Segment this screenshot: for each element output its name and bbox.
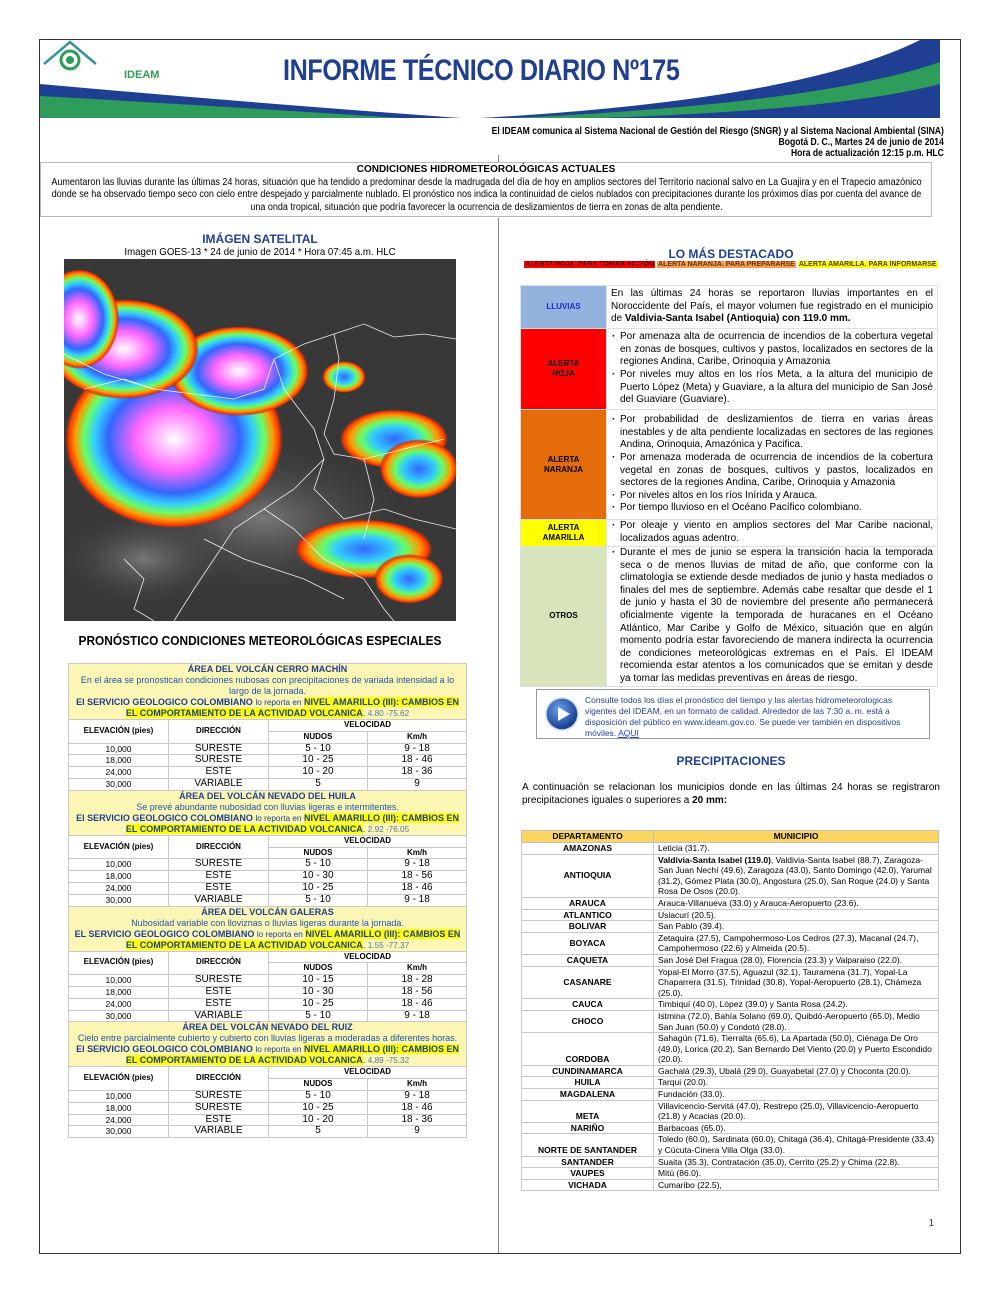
- alert-naranja-item: · Por niveles altos en los ríos Inírida y Arauca.: [611, 490, 933, 503]
- forecast-row: [69, 778, 467, 790]
- volcano-area-description: Nubosidad variable con lloviznas o lluvias ligeras durante la jornada.: [131, 917, 404, 928]
- kmh-value: 18 - 46: [368, 882, 467, 894]
- ideam-logo-icon: [40, 40, 100, 88]
- municipality-text: Villavicencio-Servitá (47.0), Restrepo (25.0), Villavicencio-Aeropuerto (21.8) y Acacias (20.0).: [658, 1100, 919, 1122]
- precipitation-title: PRECIPITACIONES: [676, 754, 786, 768]
- col-kmh: Km/h: [368, 731, 467, 743]
- knots-value: 10 - 20: [269, 767, 368, 779]
- forecast-row: [69, 1102, 467, 1114]
- knots-value: 5 - 10: [269, 859, 368, 871]
- forecast-row: [69, 986, 467, 998]
- municipality-list: [654, 909, 939, 921]
- precipitation-row: [522, 1033, 939, 1066]
- municipality-text: Fundación (33.0).: [658, 1089, 725, 1100]
- volcano-alert-level: EL SERVICIO GEOLOGICO COLOMBIANO lo reporta en NIVEL AMARILLO (III): CAMBIOS EN EL COMPORTAMIENTO DE LA ACTIVIDAD VOLCANICA. 1.55 -77.37: [74, 928, 461, 950]
- precipitation-row: [522, 854, 939, 897]
- alert-amarilla-item: · Por oleaje y viento en amplios sectores del Mar Caribe nacional, localizados aguas adentro.: [611, 520, 933, 545]
- forecast-row: [69, 975, 467, 987]
- conditions-title: CONDICIONES HIDROMETEOROLÓGICAS ACTUALES: [356, 164, 616, 175]
- municipality-list: [654, 966, 939, 999]
- legend-yellow-alert: ALERTA AMARILLA. PARA INFORMARSE: [798, 261, 937, 268]
- elevation-value: 10,000: [69, 1090, 169, 1102]
- department-name: NARIÑO: [522, 1122, 654, 1134]
- forecast-row: [69, 755, 467, 767]
- col-direction: DIRECCIÓN: [169, 951, 269, 975]
- legend-red-alert: ALERTA ROJA. PARA TOMAR ACCIÓN: [525, 261, 655, 268]
- col-direction: DIRECCIÓN: [169, 1067, 269, 1091]
- alert-legend: [516, 261, 946, 268]
- agency-name: El SERVICIO GEOLOGICO COLOMBIANO: [76, 697, 253, 707]
- precipitation-row: [522, 1010, 939, 1032]
- alerta-amarilla-label-2: AMARILLA: [542, 533, 585, 542]
- forecast-row: [69, 882, 467, 894]
- municipality-text: Istmina (72.0), Bahía Solano (69.0), Quibdó-Aeropuerto (65.0), Medio San Juan (50.0) y Condotó (28.0).: [658, 1010, 920, 1032]
- col-speed: VELOCIDAD: [269, 951, 467, 963]
- col-kmh: Km/h: [368, 963, 467, 975]
- elevation-value: 18,000: [69, 755, 169, 767]
- direction-value: ESTE: [169, 882, 269, 894]
- update-time: Hora de actualización 12:15 p.m. HLC: [791, 148, 944, 159]
- direction-value: SURESTE: [169, 743, 269, 755]
- alert-level-text: NIVEL AMARILLO (III): CAMBIOS EN EL COMPORTAMIENTO DE LA ACTIVIDAD VOLCANICA: [125, 928, 461, 950]
- legend-orange-alert: ALERTA NARANJA. PARA PREPARARSE: [658, 261, 795, 268]
- forecast-column-header: [69, 1067, 467, 1079]
- lluvias-label: LLUVIAS: [521, 286, 607, 329]
- knots-value: 10 - 20: [269, 1114, 368, 1126]
- volcano-area-name: ÁREA DEL VOLCÁN NEVADO DEL RUIZ: [182, 1022, 353, 1033]
- col-knots: NUDOS: [269, 963, 368, 975]
- volcano-area-name: ÁREA DEL VOLCÁN CERRO MACHÍN: [187, 664, 348, 674]
- precipitation-row: [522, 966, 939, 999]
- precipitation-row: [522, 932, 939, 954]
- conditions-body: Aumentaron las lluvias durante las últimas 24 horas, situación que ha tendido a predominar desde la madrugada del día de hoy en amplios sectores del Territorio nacional salvo en La Guajira y en el Trapecio amazónico donde se ha observado tiempo seco con cielo entre despejado y parcialmente nublado. El pronóstico nos indica la continuidad de cielos nublados con precipitaciones durante los próximos días por cuenta del avance de una onda tropical, situación que podría favorecer la ocurrencia de deslizamientos de tierra en zonas de alta pendiente.: [50, 176, 922, 213]
- direction-value: ESTE: [169, 986, 269, 998]
- knots-value: 5 - 10: [269, 743, 368, 755]
- play-icon[interactable]: [545, 697, 579, 731]
- forecast-row: [69, 743, 467, 755]
- alerta-amarilla-text: [607, 520, 938, 547]
- kmh-value: 18 - 46: [368, 1102, 467, 1114]
- agency-name: El SERVICIO GEOLOGICO COLOMBIANO: [76, 1044, 253, 1055]
- direction-value: ESTE: [169, 767, 269, 779]
- otros-text: [607, 547, 938, 687]
- kmh-value: 18 - 56: [368, 986, 467, 998]
- municipality-highlight: Valdivia-Santa Isabel (119.0): [658, 854, 771, 865]
- otros-label: OTROS: [521, 547, 607, 687]
- kmh-value: 18 - 56: [368, 871, 467, 883]
- highlight-row-lluvias: [521, 286, 938, 329]
- municipality-list: [654, 897, 939, 909]
- department-name: CAUCA: [522, 999, 654, 1011]
- precipitation-row: [522, 1077, 939, 1089]
- kmh-value: 9 - 18: [368, 859, 467, 871]
- volcano-area-info: [69, 906, 467, 951]
- precipitation-row: [522, 1168, 939, 1180]
- knots-value: 5 - 10: [269, 894, 368, 906]
- municipality-text: Leticia (31.7).: [658, 843, 710, 853]
- elevation-value: 30,000: [69, 1010, 169, 1022]
- alert-otros-item: · Durante el mes de junio se espera la transición hacia la temporada seca o de menos lluvias de mitad de año, que conforme con la climatología se extiende desde mediados de junio y hasta mediados o finales del mes de septiembre. Además cabe resaltar que desde el 1 de junio y hasta el 30 de noviembre del presente año permanecerá oficialmente vigente la temporada de huracanes en el Océano Atlántico, Mar Caribe y Golfo de México, situación que en algún momento podría estar favoreciendo de manera indirecta la ocurrencia de condiciones meteorológicas extremas en el País. El IDEAM recomienda estar atentos a los comunicados que se emitan y desde ya tomar las medidas preventivas en áreas de riesgo.: [611, 547, 933, 686]
- forecast-row: [69, 1010, 467, 1022]
- direction-value: SURESTE: [169, 755, 269, 767]
- department-name: ARAUCA: [522, 897, 654, 909]
- municipality-text: Gachalá (29.3), Ubalá (29.0), Guayabetal (27.0) y Choconta (20.0).: [658, 1065, 911, 1076]
- report-prefix: lo reporta en: [255, 698, 302, 707]
- department-name: CASANARE: [522, 966, 654, 999]
- forecast-row: [69, 1090, 467, 1102]
- municipality-list: [654, 1077, 939, 1089]
- col-elevation: ELEVACIÓN (pies): [69, 951, 169, 975]
- alerta-amarilla-list: [611, 520, 933, 545]
- report-prefix: lo reporta en: [255, 813, 302, 823]
- communique-block: [492, 126, 944, 159]
- alerta-roja-list: [611, 331, 933, 407]
- col-elevation: ELEVACIÓN (pies): [69, 835, 169, 859]
- report-prefix: lo reporta en: [255, 1045, 302, 1055]
- alert-level-text: NIVEL AMARILLO (III): CAMBIOS EN EL COMPORTAMIENTO DE LA ACTIVIDAD VOLCANICA: [125, 812, 459, 834]
- col-knots: NUDOS: [269, 847, 368, 859]
- volcano-area-description: En el área se pronostican condiciones nubosas con precipitaciones de variada intensidad a lo largo de la jornada.: [80, 675, 455, 696]
- municipality-list: [654, 1089, 939, 1101]
- alerta-roja-label-1: ALERTA: [547, 359, 580, 368]
- kmh-value: 18 - 46: [368, 755, 467, 767]
- department-name: CUNDINAMARCA: [522, 1065, 654, 1077]
- volcano-coordinates: 4.80 -75.62: [367, 709, 410, 718]
- satellite-title: IMÁGEN SATELITAL: [202, 232, 318, 246]
- municipality-list: [654, 1033, 939, 1066]
- knots-value: 10 - 30: [269, 986, 368, 998]
- report-date: Bogotá D. C., Martes 24 de junio de 2014: [778, 137, 944, 148]
- department-name: CAQUETA: [522, 954, 654, 966]
- col-speed: VELOCIDAD: [269, 835, 467, 847]
- precipitation-row: [522, 1122, 939, 1134]
- current-conditions-box: [40, 162, 932, 217]
- forecast-column-header: [69, 720, 467, 732]
- alerta-roja-text: [607, 329, 938, 410]
- kmh-value: 9: [368, 778, 467, 790]
- precipitation-header-row: [522, 831, 939, 843]
- notice-text: [585, 695, 925, 739]
- highlight-row-otros: [521, 547, 938, 687]
- municipality-list: [654, 1134, 939, 1156]
- alert-naranja-item: · Por amenaza moderada de ocurrencia de incendios de la cobertura vegetal en zonas de bosques, cultivos y pastos, localizados en sectores de la regiones Andina, Caribe, Orinoquia y Amazonia: [611, 452, 933, 490]
- knots-value: 10 - 25: [269, 998, 368, 1010]
- column-divider: [498, 218, 499, 1253]
- department-name: VAUPES: [522, 1168, 654, 1180]
- col-elevation: ELEVACIÓN (pies): [69, 720, 169, 744]
- notice-body: Consulte todos los días el pronóstico del tiempo y las alertas hidrometeorologicas vigentes del IDEAM, en un formato de calidad. Alrededor de las 7:30 a. m. está a disposición del público en www.ideam.gov.co. Se puede ver también en dispositivos móviles.: [585, 695, 901, 738]
- elevation-value: 30,000: [69, 894, 169, 906]
- direction-value: SURESTE: [169, 1102, 269, 1114]
- precipitation-row: [522, 921, 939, 933]
- municipality-list: [654, 921, 939, 933]
- volcano-coordinates: 1.55 -77.37: [367, 940, 410, 950]
- alerta-naranja-label: [521, 410, 607, 520]
- municipality-text: Suaita (35.3), Contratación (35.0), Cerrito (25.2) y Chima (22.8).: [658, 1156, 900, 1167]
- forecast-row: [69, 871, 467, 883]
- elevation-value: 18,000: [69, 1102, 169, 1114]
- volcano-coordinates: 4.89 -75.32: [367, 1056, 410, 1066]
- precipitation-intro-text: A continuación se relacionan los municipios donde en las últimas 24 horas se registraron precipitaciones iguales o superiores a: [522, 782, 940, 806]
- report-page: [39, 39, 961, 1254]
- department-name: BOYACA: [522, 932, 654, 954]
- alerta-naranja-label-2: NARANJA: [543, 464, 584, 474]
- municipality-text: Cumaribo (22.5),: [658, 1179, 722, 1190]
- elevation-value: 30,000: [69, 1126, 169, 1138]
- direction-value: VARIABLE: [169, 778, 269, 790]
- elevation-value: 10,000: [69, 743, 169, 755]
- col-speed: VELOCIDAD: [269, 720, 467, 732]
- municipality-text: Arauca-Villanueva (33.0) y Arauca-Aeropuerto (23.6).: [658, 897, 859, 908]
- col-department: DEPARTAMENTO: [522, 831, 654, 843]
- forecast-row: [69, 1126, 467, 1138]
- volcano-alert-level: El SERVICIO GEOLOGICO COLOMBIANO lo reporta en NIVEL AMARILLO (III): CAMBIOS EN EL COMPORTAMIENTO DE LA ACTIVIDAD VOLCANICA. 4.89 -75.32: [76, 1044, 459, 1066]
- report-title: INFORME TÉCNICO DIARIO Nº175: [283, 54, 680, 87]
- municipality-list: [654, 1065, 939, 1077]
- department-name: CORDOBA: [522, 1033, 654, 1066]
- volcano-alert-level: El SERVICIO GEOLOGICO COLOMBIANO lo reporta en NIVEL AMARILLO (III): CAMBIOS EN EL COMPORTAMIENTO DE LA ACTIVIDAD VOLCANICA. 4.80 -75.62: [76, 697, 459, 718]
- elevation-value: 18,000: [69, 986, 169, 998]
- municipality-list: [654, 843, 939, 855]
- volcano-area-info: [69, 1022, 467, 1067]
- precipitation-row: [522, 999, 939, 1011]
- forecast-notice-box: [536, 689, 930, 739]
- alerta-roja-label: [521, 329, 607, 410]
- municipality-text: Mitú (86.0).: [658, 1168, 701, 1179]
- precipitation-row: [522, 954, 939, 966]
- precipitation-row: [522, 1134, 939, 1156]
- kmh-value: 9 - 18: [368, 743, 467, 755]
- knots-value: 5: [269, 778, 368, 790]
- alerta-naranja-list: [611, 414, 933, 515]
- col-knots: NUDOS: [269, 1079, 368, 1091]
- forecast-row: [69, 767, 467, 779]
- agency-name: EL SERVICIO GEOLOGICO COLOMBIANO: [74, 928, 255, 939]
- municipality-text: San Pablo (39.4).: [658, 921, 725, 932]
- department-name: ATLANTICO: [522, 909, 654, 921]
- municipality-text: , Valdivia-Santa Isabel (88.7), Zaragoza-San Juan Nechí (49.6), Zaragoza (43.0), Santo Domingo (42.0), Yarumal (31.2), Gómez Plata (30.0), Angostura (25.0), San Roque (24.0) y Santa Rosa De Osos (20.0).: [658, 854, 932, 897]
- department-name: META: [522, 1100, 654, 1122]
- municipality-list: [654, 999, 939, 1011]
- elevation-value: 10,000: [69, 975, 169, 987]
- report-prefix: lo reporta en: [256, 929, 303, 939]
- direction-value: VARIABLE: [169, 1126, 269, 1138]
- knots-value: 5 - 10: [269, 1010, 368, 1022]
- kmh-value: 9 - 18: [368, 1090, 467, 1102]
- col-elevation: ELEVACIÓN (pies): [69, 1067, 169, 1091]
- knots-value: 10 - 15: [269, 975, 368, 987]
- volcano-alert-level: El SERVICIO GEOLOGICO COLOMBIANO lo reporta en NIVEL AMARILLO (III): CAMBIOS EN EL COMPORTAMIENTO DE LA ACTIVIDAD VOLCANICA. 2.92 -76.05: [76, 812, 459, 834]
- municipality-text: Toledo (60.0), Sardinata (60.0), Chitagá (36.4), Chitagá-Presidente (33.4) y Cúcuta-Cinera Villa Olga (33.0).: [658, 1134, 934, 1156]
- municipality-list: [654, 1122, 939, 1134]
- kmh-value: 18 - 28: [368, 975, 467, 987]
- precipitation-row: [522, 1156, 939, 1168]
- knots-value: 10 - 25: [269, 755, 368, 767]
- direction-value: SURESTE: [169, 859, 269, 871]
- alert-naranja-item: · Por probabilidad de deslizamientos de tierra en varias áreas inestables y de alta pendiente localizadas en sectores de las regiones Andina, Orinoquia, Amazónica y Pacifica.: [611, 414, 933, 452]
- satellite-caption: Imagen GOES-13 * 24 de junio de 2014 * Hora 07:45 a.m. HLC: [124, 246, 396, 258]
- forecast-row: [69, 998, 467, 1010]
- highlights-title: LO MÁS DESTACADO: [668, 247, 794, 261]
- highlight-row-roja: [521, 329, 938, 410]
- col-kmh: Km/h: [368, 1079, 467, 1091]
- volcano-area-header: [69, 790, 467, 835]
- volcano-forecast-table: [68, 663, 467, 1138]
- volcano-forecast: [68, 663, 466, 1138]
- highlight-row-amarilla: [521, 520, 938, 547]
- kmh-value: 18 - 36: [368, 1114, 467, 1126]
- volcano-area-name: ÁREA DEL VOLCÁN NEVADO DEL HUILA: [179, 790, 356, 801]
- department-name: VICHADA: [522, 1179, 654, 1191]
- lluvias-text: [607, 286, 938, 329]
- elevation-value: 24,000: [69, 998, 169, 1010]
- knots-value: 10 - 25: [269, 1102, 368, 1114]
- municipality-text: Tarqui (20.0).: [658, 1077, 709, 1088]
- lluvias-text-bold: Valdivia-Santa Isabel (Antioquia) con 119.0 mm.: [624, 313, 851, 325]
- forecast-row: [69, 859, 467, 871]
- municipality-list: [654, 1156, 939, 1168]
- forecast-row: [69, 1114, 467, 1126]
- alerta-amarilla-label-1: ALERTA: [547, 523, 580, 532]
- municipality-list: [654, 1010, 939, 1032]
- forecast-column-header: [69, 951, 467, 963]
- municipality-text: Usiacurí (20.5).: [658, 909, 717, 920]
- alerta-naranja-label-1: ALERTA: [547, 454, 580, 464]
- precipitation-threshold: 20 mm:: [692, 794, 728, 806]
- elevation-value: 18,000: [69, 871, 169, 883]
- volcano-area-name: ÁREA DEL VOLCÁN GALERAS: [201, 906, 334, 917]
- precipitation-intro: [522, 782, 940, 807]
- elevation-value: 10,000: [69, 859, 169, 871]
- precipitation-row: [522, 897, 939, 909]
- col-knots: NUDOS: [269, 731, 368, 743]
- forecast-row: [69, 894, 467, 906]
- elevation-value: 24,000: [69, 767, 169, 779]
- municipality-text: San José Del Fragua (28.0), Florencia (23.3) y Valparaiso (22.0).: [658, 954, 903, 965]
- precipitation-row: [522, 1100, 939, 1122]
- precipitation-row: [522, 909, 939, 921]
- communique-text: El IDEAM comunica al Sistema Nacional de Gestión del Riesgo (SNGR) y al Sistema Nacional Ambiental (SINA): [491, 126, 944, 137]
- direction-value: SURESTE: [169, 1090, 269, 1102]
- direction-value: ESTE: [169, 1114, 269, 1126]
- aqui-link[interactable]: AQUI: [618, 728, 639, 738]
- department-name: CHOCO: [522, 1010, 654, 1032]
- municipality-list: [654, 854, 939, 897]
- knots-value: 5 - 10: [269, 1090, 368, 1102]
- precipitation-row: [522, 1065, 939, 1077]
- direction-value: ESTE: [169, 998, 269, 1010]
- logo-text: IDEAM: [124, 69, 160, 81]
- department-name: HUILA: [522, 1077, 654, 1089]
- page-number: 1: [928, 1218, 934, 1229]
- volcano-area-header: [69, 906, 467, 951]
- knots-value: 10 - 30: [269, 871, 368, 883]
- direction-value: VARIABLE: [169, 894, 269, 906]
- municipality-text: Barbacoas (65.0).: [658, 1122, 726, 1133]
- volcano-area-description: Se prevé abundante nubosidad con lluvias ligeras e intermitentes.: [136, 801, 399, 812]
- col-speed: VELOCIDAD: [269, 1067, 467, 1079]
- department-name: SANTANDER: [522, 1156, 654, 1168]
- volcano-coordinates: 2.92 -76.05: [367, 824, 410, 834]
- precipitation-row: [522, 843, 939, 855]
- volcano-area-info: [69, 790, 467, 835]
- direction-value: SURESTE: [169, 975, 269, 987]
- direction-value: ESTE: [169, 871, 269, 883]
- alerta-naranja-text: [607, 410, 938, 520]
- agency-name: El SERVICIO GEOLOGICO COLOMBIANO: [76, 812, 253, 823]
- lluvias-text-body: En las últimas 24 horas se reportaron lluvias importantes en el Noroccidente del País, el mayor volumen fue registrado en el municipio de: [611, 288, 933, 325]
- precipitation-row: [522, 1179, 939, 1191]
- col-direction: DIRECCIÓN: [169, 835, 269, 859]
- direction-value: VARIABLE: [169, 1010, 269, 1022]
- alert-level-text: NIVEL AMARILLO (III): CAMBIOS EN EL COMPORTAMIENTO DE LA ACTIVIDAD VOLCANICA: [125, 697, 459, 718]
- volcano-area-header: [69, 1022, 467, 1067]
- forecast-column-header: [69, 835, 467, 847]
- alert-level-text: NIVEL AMARILLO (III): CAMBIOS EN EL COMPORTAMIENTO DE LA ACTIVIDAD VOLCANICA: [125, 1044, 459, 1066]
- municipality-list: [654, 1179, 939, 1191]
- municipality-text: Zetaquira (27.5), Campohermoso-Los Cedros (27.3), Macanal (24.7), Campohermoso (22.6) y Almeida (20.5).: [658, 932, 919, 954]
- municipality-text: Timbiquí (40.0), López (39.0) y Santa Rosa (24.2).: [658, 999, 848, 1010]
- municipality-list: [654, 1100, 939, 1122]
- elevation-value: 30,000: [69, 778, 169, 790]
- alert-naranja-item: · Por tiempo lluvioso en el Océano Pacífico colombiano.: [611, 502, 933, 515]
- kmh-value: 9: [368, 1126, 467, 1138]
- department-name: NORTE DE SANTANDER: [522, 1134, 654, 1156]
- otros-list: [611, 547, 933, 686]
- alert-roja-item: · Por amenaza alta de ocurrencia de incendios de la cobertura vegetal en zonas de bosques, cultivos y pastos, localizados en sectores de la regiones Andina, Caribe, Orinoquia y Amazonia: [611, 331, 933, 369]
- elevation-value: 24,000: [69, 882, 169, 894]
- municipality-text: Yopal-El Morro (37.5), Aguazul (32.1), Tauramena (31.7), Yopal-La Chaparrera (31.5), Trinidad (30.8), Yopal-Aeropuerto (28.1), Chámeza (25.0).: [658, 966, 922, 998]
- col-municipality: MUNICIPIO: [654, 831, 939, 843]
- highlight-row-naranja: [521, 410, 938, 520]
- volcano-area-description: Cielo entre parcialmente cubierto y cubierto con lluvias ligeras a moderadas a diferentes horas.: [77, 1033, 458, 1044]
- department-name: BOLIVAR: [522, 921, 654, 933]
- elevation-value: 24,000: [69, 1114, 169, 1126]
- knots-value: 10 - 25: [269, 882, 368, 894]
- department-name: ANTIOQUIA: [522, 854, 654, 897]
- alert-roja-item: · Por niveles muy altos en los ríos Meta, a la altura del municipio de Puerto López (Meta) y Guaviare, a la altura del municipio de San José del Guaviare (Guaviare).: [611, 369, 933, 407]
- forecast-title: PRONÓSTICO CONDICIONES METEOROLÓGICAS ESPECIALES: [78, 634, 442, 648]
- municipality-text: Sahagún (71.6), Tierralta (65.6), La Apartada (50.0), Ciénaga De Oro (49.0), Lorica (20.2), San Bernardo Del Viento (20.0) y Puerto Escondido (20.0).: [658, 1033, 932, 1065]
- kmh-value: 9 - 18: [368, 894, 467, 906]
- kmh-value: 18 - 46: [368, 998, 467, 1010]
- municipality-list: [654, 1168, 939, 1180]
- satellite-image: [64, 259, 456, 621]
- precipitation-table: [521, 830, 939, 1191]
- highlights-table: [520, 285, 938, 687]
- knots-value: 5: [269, 1126, 368, 1138]
- department-name: AMAZONAS: [522, 843, 654, 855]
- volcano-area-header: [69, 664, 467, 720]
- col-kmh: Km/h: [368, 847, 467, 859]
- volcano-area-info: [69, 664, 467, 720]
- department-name: MAGDALENA: [522, 1089, 654, 1101]
- header-banner: [40, 40, 960, 118]
- kmh-value: 18 - 36: [368, 767, 467, 779]
- municipality-list: [654, 954, 939, 966]
- col-direction: DIRECCIÓN: [169, 720, 269, 744]
- alerta-roja-label-2: ROJA: [552, 369, 575, 378]
- precipitation-row: [522, 1089, 939, 1101]
- alerta-amarilla-label: [521, 520, 607, 547]
- kmh-value: 9 - 18: [368, 1010, 467, 1022]
- municipality-list: [654, 932, 939, 954]
